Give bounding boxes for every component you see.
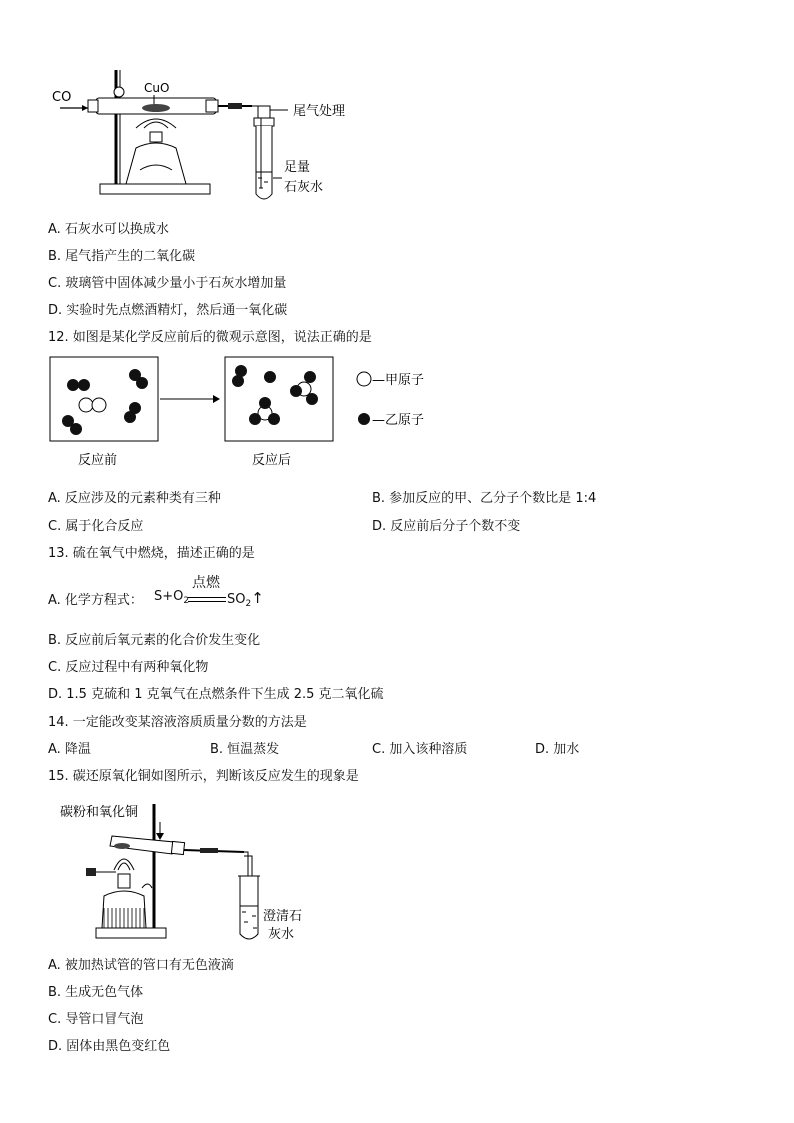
q15-option-d: D. 固体由黑色变红色 [48,1039,171,1054]
limewater-label-2: 石灰水 [284,180,324,195]
caption-before: 反应前 [78,453,118,468]
cuo-label: CuO [144,81,170,95]
co-reduction-apparatus-figure [40,60,380,210]
co-label: CO [52,90,72,105]
q12-option-d: D. 反应前后分子个数不变 [372,519,521,534]
tail-gas-label: 尾气处理 [293,104,346,119]
q11-option-d: D. 实验时先点燃酒精灯，然后通一氧化碳 [48,303,288,318]
q12-option-b: B. 参加反应的甲、乙分子个数比是 1:4 [372,491,597,506]
q15-option-b: B. 生成无色气体 [48,985,144,1000]
q14-option-a: A. 降温 [48,742,91,757]
q14-option-c: C. 加入该种溶质 [372,742,468,757]
q13-option-b: B. 反应前后氧元素的化合价发生变化 [48,633,261,648]
q13-option-c: C. 反应过程中有两种氧化物 [48,660,209,675]
q11-option-c: C. 玻璃管中固体减少量小于石灰水增加量 [48,276,287,291]
q13-option-a-prefix: A. 化学方程式： [48,593,143,608]
equation-lhs: $S+O_2$ [154,589,190,606]
q14-option-d: D. 加水 [535,742,580,757]
q12-stem: 12. 如图是某化学反应前后的微观示意图，说法正确的是 [48,330,372,345]
equation-equals-line [188,597,226,602]
carbon-reduction-apparatus-figure [56,800,336,950]
q11-option-a: A. 石灰水可以换成水 [48,222,169,237]
q13-option-d: D. 1.5 克硫和 1 克氧气在点燃条件下生成 2.5 克二氧化硫 [48,687,384,702]
q11-option-b: B. 尾气指产生的二氧化碳 [48,249,196,264]
q13-stem: 13. 硫在氧气中燃烧，描述正确的是 [48,546,255,561]
legend-black-atom: —乙原子 [372,413,425,428]
clear-limewater-label-1: 澄清石 [263,909,303,924]
carbon-cuo-label: 碳粉和氧化铜 [60,805,139,820]
q15-stem: 15. 碳还原氧化铜如图所示，判断该反应发生的现象是 [48,769,359,784]
q14-option-b: B. 恒温蒸发 [210,742,280,757]
limewater-label-1: 足量 [284,160,311,175]
clear-limewater-label-2: 灰水 [268,927,295,942]
q15-option-a: A. 被加热试管的管口有无色液滴 [48,958,234,973]
equation-rhs: $SO_2↑$ [227,589,264,609]
q12-option-a: A. 反应涉及的元素种类有三种 [48,491,221,506]
micro-reaction-figure [48,355,448,475]
q12-option-c: C. 属于化合反应 [48,519,144,534]
q15-option-c: C. 导管口冒气泡 [48,1012,144,1027]
q14-stem: 14. 一定能改变某溶液溶质质量分数的方法是 [48,715,307,730]
caption-after: 反应后 [252,453,292,468]
reaction-condition: 点燃 [192,575,220,591]
before-box [50,357,158,441]
legend-white-atom: —甲原子 [372,373,425,388]
